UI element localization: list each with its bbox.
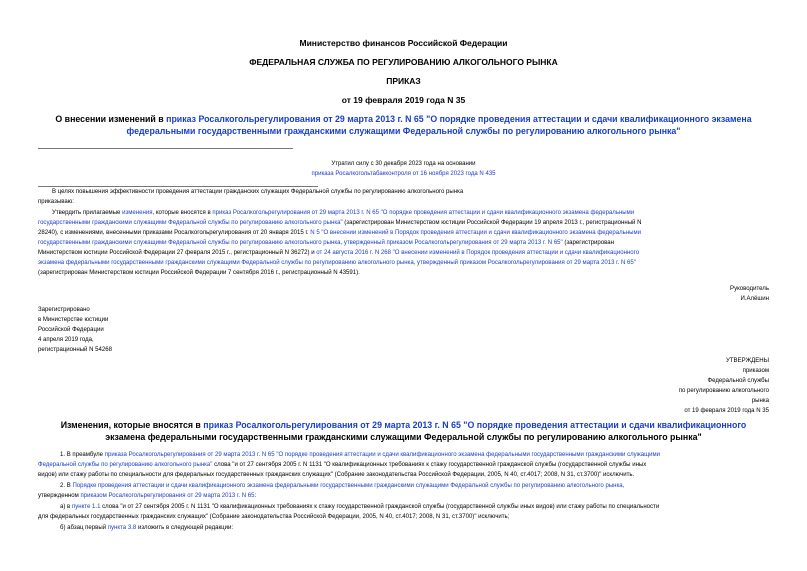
changes-title-prefix: Изменения, которые вносятся в [60,420,204,430]
changes-title-cont: экзамена федеральными государственными гражданскими служащими Федеральной службы по регулированию алкогольного рынка" [105,432,702,442]
p1-text-f: Министерством юстиции Российской Федерации 27 февраля 2015 г., регистрационный N 36272) и [38,250,317,256]
item2a-link[interactable]: пункте 1.1 [71,504,101,510]
order-65-link[interactable]: приказ Росалкогольрегулирования от 29 марта 2013 г. N 65 "О порядке проведения аттестации и сдачи квалификационного экзамена федеральными [212,210,635,216]
item2-line2 [38,492,256,501]
item2-line1 [60,482,624,491]
date-number-heading: от 19 февраля 2019 года N 35 [341,95,466,105]
order-65-link-cont[interactable]: государственными гражданскими служащими Федеральной службы по регулированию алкогольного рынка" [38,220,343,226]
item2a-line1 [60,503,659,512]
title-prefix: О внесении изменений в [55,114,167,124]
item1-link[interactable]: приказа Росалкогольрегулирования от 29 марта 2013 г. N 65 "О порядке проведения аттестации и сдачи квалификационного экзамена федеральными государственными гражданскими служащими [104,452,661,458]
changes-link[interactable]: изменения [122,210,153,216]
item2-link[interactable]: Порядке проведения аттестации и сдачи квалификационного экзамена федеральными государственными гражданскими служащими Федеральной службы по регулированию алкогольного рынка, [72,483,625,489]
item2-text-b: утвержденном [38,493,81,499]
order-word: приказываю: [38,199,74,205]
p1-line2 [38,219,641,228]
p1-line4 [38,239,614,248]
item2b-text-b: изложить в следующей редакции: [136,525,234,531]
changes-title [20,419,787,443]
registration-line-2: в Министерстве юстиции [38,317,109,323]
p1-line1 [52,209,634,218]
registration-line-1: Зарегистрировано [38,307,90,313]
item2b-line1 [60,524,233,533]
approved-line-5: рынка [751,398,769,404]
item2-text-c: : [254,493,257,499]
item1-line3: видов) или стажу работы по специальности для федеральных государственных гражданских служащих" (Собрание законодательства Российской Федерации, 2005, N 40, ст.4017; 2008, N 31, ст.3700)" исключить. [38,472,635,478]
item2-text-a: 2. В [60,483,73,489]
p1-line7: (зарегистрирован Министерством юстиции Российской Федерации 7 сентября 2016 г., регистрационный N 43591). [38,270,360,276]
registration-line-5: регистрационный N 54268 [38,347,112,353]
intro-text: В целях повышения эффективности проведения аттестации гражданских служащих Федеральной службы по регулированию алкогольного рынка [52,189,464,195]
p1-text-b: , которые вносятся в [152,210,213,216]
item1-link-cont[interactable]: Федеральной службы по регулированию алкогольного рынка" [38,462,213,468]
order-5-link[interactable]: N 5 "О внесении изменений в Порядок проведения аттестации и сдачи квалификационного экзамена федеральными [310,230,642,236]
separator-rule [38,148,293,149]
title-link[interactable]: приказ Росалкогольрегулирования от 29 марта 2013 г. N 65 "О порядке проведения аттестации и сдачи квалификационного экзамена [166,114,752,124]
p1-line5 [38,249,639,258]
p1-text-e: (зарегистрирован [562,240,614,246]
p1-text-d: 28240), с изменениями, внесенными приказами Росалкогольрегулирования от 20 января 2015 г. [38,230,311,236]
service-heading: ФЕДЕРАЛЬНАЯ СЛУЖБА ПО РЕГУЛИРОВАНИЮ АЛКОГОЛЬНОГО РЫНКА [249,57,558,67]
p1-text-a: Утвердить прилагаемые [52,210,123,216]
item2-link-2[interactable]: приказом Росалкогольрегулирования от 29 марта 2013 г. N 65 [80,493,255,499]
approved-line-2: приказом [742,368,769,374]
status-line: Утратил силу с 30 декабря 2023 года на основании [331,161,476,167]
item1-line1 [60,451,660,460]
approved-line-1: УТВЕРЖДЕНЫ [726,358,769,364]
order-5-link-cont[interactable]: государственными гражданскими служащими Федеральной службы по регулированию алкогольного рынка, утвержденный приказом Росалкогольрегулирования от 29 марта 2013 г. N 65" [38,240,563,246]
item2b-text-a: б) абзац первый [60,525,108,531]
approved-line-4: по регулированию алкогольного [678,388,769,394]
registration-line-4: 4 апреля 2019 года, [38,337,94,343]
title-link-cont[interactable]: федеральными государственными гражданскими служащими Федеральной службы по регулированию алкогольного рынка" [126,126,681,136]
doc-type-heading: ПРИКАЗ [386,76,421,86]
p1-line6 [38,259,636,268]
order-268-link-cont[interactable]: экзамена федеральными государственными гражданскими служащими Федеральной службы по регулированию алкогольного рынка, утвержденный приказом Росалкогольрегулирования от 29 марта 2013 г. N 65" [38,260,636,266]
document-title [20,113,787,137]
ministry-heading: Министерство финансов Российской Федерации [299,38,508,48]
status-link[interactable]: приказа Росалкогольтабакконтроля от 16 ноября 2023 года N 435 [311,171,496,177]
registration-line-3: Российской Федерации [38,327,104,333]
approved-line-6: от 19 февраля 2019 года N 35 [684,408,769,414]
approved-line-3: Федеральной службы [707,378,769,384]
item2a-text-a: а) в [60,504,72,510]
signature-name: И.Алёшин [740,296,769,302]
item2a-text-b: слова "и от 27 сентября 2005 г. N 1131 "О квалификационных требованиях к стажу государственной гражданской службы (государственной службы иных видов) или стажу работы по специальности [100,504,660,510]
order-268-link[interactable]: от 24 августа 2016 г. N 268 "О внесении изменений в Порядок проведения аттестации и сдачи квалификационного [316,250,640,256]
signature-role: Руководитель [730,286,769,292]
item1-text-a: 1. В преамбуле [60,452,105,458]
separator-rule-2 [38,186,318,187]
item2b-link[interactable]: пункта 3.8 [107,525,137,531]
p1-line3 [38,229,641,238]
changes-title-link[interactable]: приказ Росалкогольрегулирования от 29 марта 2013 г. N 65 "О порядке проведения аттестации и сдачи квалификационного [203,420,747,430]
p1-text-c: (зарегистрирован Министерством юстиции Российской Федерации 19 апреля 2013 г., регистрационный N [342,220,642,226]
item2a-line2: для федеральных государственных гражданских служащих" (Собрание законодательства Российской Федерации, 2005, N 40, ст.4017; 2008, N 31, ст.3700)" исключить; [38,514,510,520]
item1-text-b: слова "и от 27 сентября 2005 г. N 1131 "О квалификационных требованиях к стажу государственной гражданской службы (государственной службы иных [212,462,647,468]
item1-line2 [38,461,646,470]
